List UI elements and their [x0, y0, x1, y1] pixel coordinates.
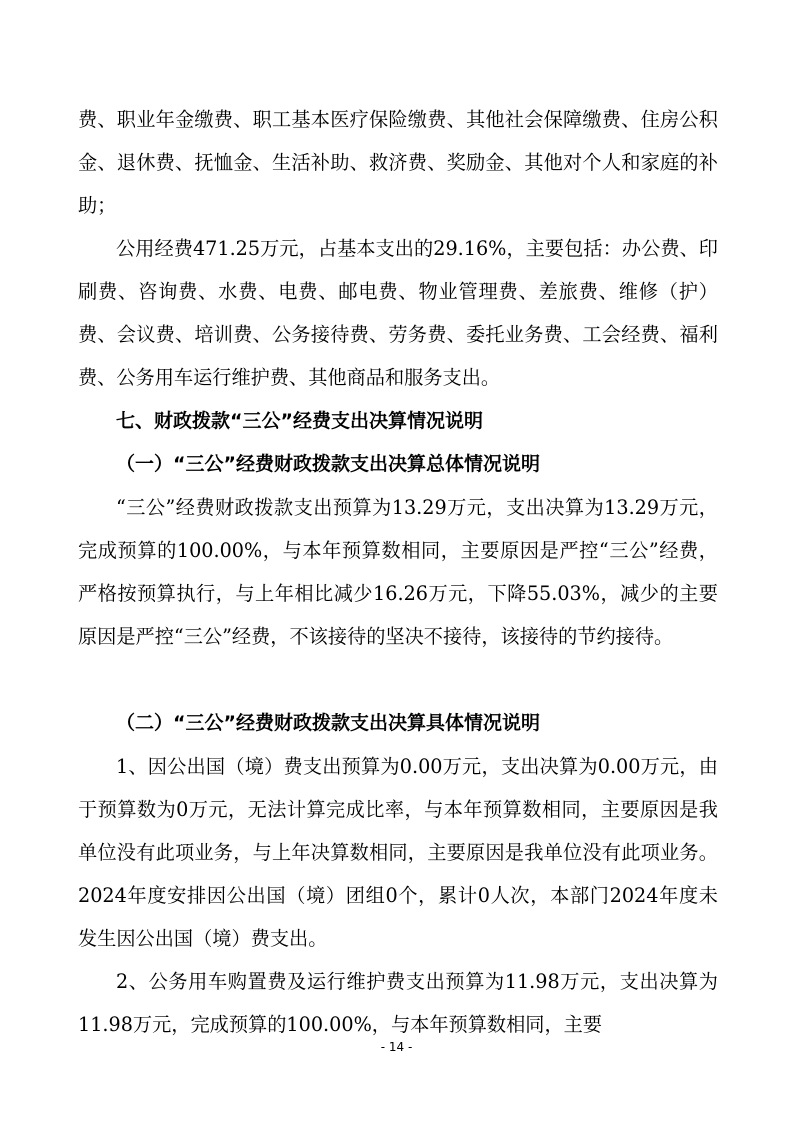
- paragraph-overseas-travel: 1、因公出国（境）费支出预算为0.00万元，支出决算为0.00万元，由于预算数为0万元，无法计算完成比率，与本年预算数相同，主要原因是我单位没有此项业务，与上年决算数相同，主要原因是我单位没有此项业务。2024年度安排因公出国（境）团组0个，累计0人次，本部门2024年度未发生因公出国（境）费支出。: [78, 755, 718, 950]
- paragraph-official-vehicles: 2、公务用车购置费及运行维护费支出预算为11.98万元，支出决算为11.98万元，完成预算的100.00%，与本年预算数相同，主要: [78, 970, 718, 1036]
- paragraph-personal-expenses-continued: 费、职业年金缴费、职工基本医疗保险缴费、其他社会保障缴费、住房公积金、退休费、抚恤金、生活补助、救济费、奖励金、其他对个人和家庭的补助；: [78, 108, 718, 217]
- paragraph-three-public-overall: “三公”经费财政拨款支出预算为13.29万元，支出决算为13.29万元，完成预算的100.00%，与本年预算数相同，主要原因是严控“三公”经费，严格按预算执行，与上年相比减少16.26万元，下降55.03%，减少的主要原因是严控“三公”经费，不该接待的坚决不接待，该接待的节约接待。: [78, 496, 718, 648]
- subsection-heading-overall: （一）“三公”经费财政拨款支出决算总体情况说明: [116, 453, 540, 475]
- section-heading-seven: 七、财政拨款“三公”经费支出决算情况说明: [116, 410, 483, 432]
- subsection-heading-specific: （二）“三公”经费财政拨款支出决算具体情况说明: [116, 712, 540, 734]
- page-number: - 14 -: [380, 1040, 413, 1054]
- paragraph-public-expenses: 公用经费471.25万元，占基本支出的29.16%，主要包括：办公费、印刷费、咨询费、水费、电费、邮电费、物业管理费、差旅费、维修（护）费、会议费、培训费、公务接待费、劳务费、委托业务费、工会经费、福利费、公务用车运行维护费、其他商品和服务支出。: [78, 237, 718, 389]
